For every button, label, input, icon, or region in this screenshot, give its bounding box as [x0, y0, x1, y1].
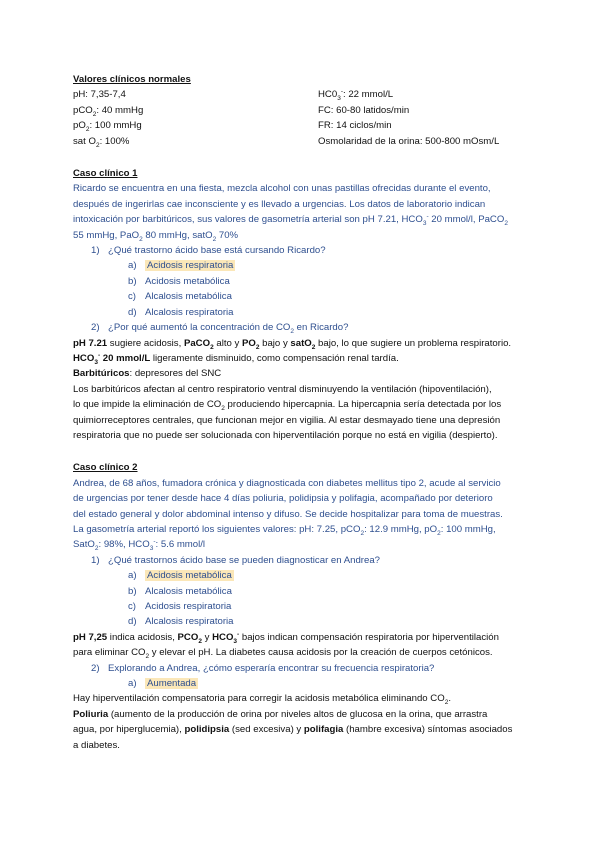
highlighted-answer: Acidosis metabólica [147, 570, 232, 582]
case2-text: de urgencias por tener desde hace 4 días poliuria, polidipsia y polifagia, acompañado por deterioro [73, 493, 493, 505]
case1-text: Ricardo se encuentra en una fiesta, mezcla alcohol con unas pastillas ofrecidas durante el evento, [73, 183, 491, 195]
case1-text: 55 mmHg, PaO$_2$ 80 mmHg, satO$_2$ 70% [73, 229, 239, 243]
case1-option-b: b) Acidosis metabólica [128, 275, 230, 287]
case1-option-d: d) Alcalosis respiratoria [128, 306, 234, 318]
case1-explanation: respiratoria que no puede ser solucionada con hiperventilación porque no está en vigilia (despierto). [73, 429, 498, 441]
case2-option-a: a) Acidosis metabólica [128, 570, 232, 582]
ph-normal: pH: 7,35-7,4 [73, 89, 126, 101]
spacer [73, 149, 533, 166]
case2-q2-option-a: a) Aumentada [128, 678, 197, 690]
case1-answer: pH 7.21 sugiere acidosis, PaCO$_2$ alto y $PO_2$ bajo y satO$_2$ bajo, lo que sugiere un problema respiratorio. [73, 337, 512, 351]
case2-option-d: d) Alcalosis respiratoria [128, 616, 234, 628]
case2-answer: Hay hiperventilación compensatoria para corregir la acidosis metabólica eliminando $CO_2$. [73, 693, 451, 707]
normal-values-row [73, 103, 533, 118]
case2-title: Caso clínico 2 [73, 462, 138, 474]
spacer [73, 443, 533, 460]
case1-text: intoxicación por barbitúricos, sus valores de gasometría arterial son pH 7.21, $HCO_3^-$ 20 mmol/l, PaCO$_2$ [73, 213, 508, 228]
case1-answer: Barbitúricos: depresores del SNC [73, 368, 222, 380]
case1-answer: $HCO_3^-$ 20 mmol/L ligeramente disminuido, como compensación renal tardía. [73, 351, 399, 366]
highlighted-answer: Acidosis respiratoria [147, 260, 234, 272]
case2-option-c: c) Acidosis respiratoria [128, 601, 232, 612]
case2-answer: agua, por hiperglucemia), polidipsia (sed excesiva) y polifagia (hambre excesiva) síntomas asociados [73, 724, 513, 736]
case2-question-2: 2) Explorando a Andrea, ¿cómo esperaría encontrar su frecuencia respiratoria? [91, 662, 435, 674]
document-page [73, 72, 533, 753]
fr-normal: FR: 14 ciclos/min [318, 120, 392, 132]
case1-title: Caso clínico 1 [73, 168, 138, 180]
fc-normal: FC: 60-80 latidos/min [318, 104, 410, 116]
osm-normal: Osmolaridad de la orina: 500-800 mOsm/L [318, 135, 500, 147]
case2-text: Andrea, de 68 años, fumadora crónica y diagnosticada con diabetes mellitus tipo 2, acude al servicio [73, 477, 501, 489]
pco2-normal: pCO$_2$: 40 mmHg [73, 104, 144, 118]
case2-answer: para eliminar $CO_2$ y elevar el pH. La diabetes causa acidosis por la creación de cuerpos cetónicos. [73, 647, 493, 661]
case1-option-c: c) Alcalosis metabólica [128, 291, 232, 303]
case2-question-1: 1) ¿Qué trastornos ácido base se pueden diagnosticar en Andrea? [91, 554, 381, 566]
po2-normal: $pO_2$: 100 mmHg [73, 120, 142, 134]
case2-text: del estado general y dolor abdominal intenso y difuso. Se decide hospitalizar para toma de muestras. [73, 508, 503, 520]
case1-explanation: Los barbitúricos afectan al centro respiratorio ventral disminuyendo la ventilación (hipoventilación), [73, 383, 492, 395]
normal-values-title: Valores clínicos normales [73, 74, 191, 85]
case2-text: La gasometría arterial reportó los siguientes valores: pH: 7.25, pCO$_2$: 12.9 mmHg, $pO_2$: 100 mmHg, [73, 523, 496, 537]
case2-text: SatO$_2$: 98%, $HCO_3^-$: 5.6 mmol/l [73, 538, 206, 553]
case1-option-a: a) Acidosis respiratoria [128, 260, 234, 272]
case1-explanation: lo que impide la eliminación de $CO_2$ produciendo hipercapnia. La hipercapnia sería detectada por los [73, 399, 502, 413]
normal-values-row [73, 134, 533, 149]
case1-text: después de ingerirlas cae inconsciente y es llevado a urgencias. Los datos de laboratorio indican [73, 198, 486, 210]
normal-values-row [73, 87, 533, 102]
hco3-normal: $HC0_3^-$: 22 mmol/L [318, 88, 394, 103]
case2-answer: Poliuria (aumento de la producción de orina por niveles altos de glucosa en la orina, que arrastra [73, 708, 488, 720]
case2-answer: a diabetes. [73, 739, 120, 751]
case2-option-b: b) Alcalosis metabólica [128, 585, 232, 597]
case2-answer: pH 7,25 indica acidosis, $PCO_2$ y $HCO_3^-$ bajos indican compensación respiratoria por hiperventilación [73, 630, 499, 645]
highlighted-answer: Aumentada [147, 678, 197, 690]
sat-normal: sat $O_2$: 100% [73, 135, 130, 149]
case1-explanation: quimiorreceptores centrales, que funcionan mejor en vigilia. Al estar desmayado tiene una depresión [73, 414, 501, 426]
case1-question-1: 1) ¿Qué trastorno ácido base está cursando Ricardo? [91, 245, 326, 257]
case1-question-2: 2) ¿Por qué aumentó la concentración de $CO_2$ en Ricardo? [91, 322, 349, 335]
normal-values-row [73, 118, 533, 133]
